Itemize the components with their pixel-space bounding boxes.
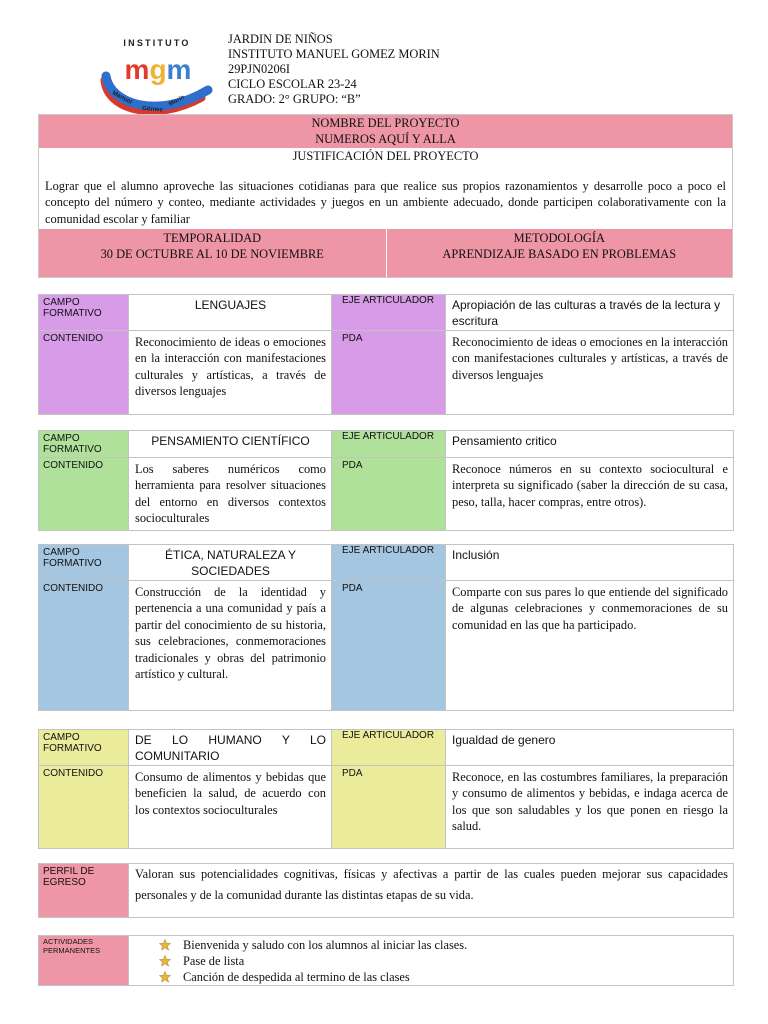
actividad-text: Bienvenida y saludo con los alumnos al iniciar las clases. [183,938,468,952]
temporalidad-value: 30 DE OCTUBRE AL 10 DE NOVIEMBRE [100,247,324,261]
list-item [159,953,733,969]
svg-text:Morín: Morín [167,93,186,108]
actividad-text: Pase de lista [183,954,245,968]
perfil-egreso-text: Valoran sus potencialidades cognitivas, físicas y afectivas a partir de las cuales pueden mejorar sus capacidades personales y de la comunidad durante las distintas etapas de su vida. [129,864,734,918]
campo-formativo-label: CAMPO FORMATIVO [39,730,129,766]
eje-value: Pensamiento critico [446,431,734,458]
actividad-text: Canción de despedida al termino de las clases [183,970,410,984]
actividades-list [159,937,733,985]
school-grade: GRADO: 2° GRUPO: “B” [228,92,361,106]
campo-name: LENGUAJES [129,295,332,331]
eje-value: Inclusión [446,545,734,581]
contenido-label: CONTENIDO [39,331,129,415]
campo-name: PENSAMIENTO CIENTÍFICO [129,431,332,458]
contenido-label: CONTENIDO [39,581,129,711]
actividades-table [38,935,734,986]
school-info [228,32,440,107]
eje-value: Apropiación de las culturas a través de la lectura y escritura [446,295,734,331]
star-bullet-icon [159,971,171,983]
perfil-egreso-label: PERFIL DE EGRESO [39,864,129,918]
school-name: INSTITUTO MANUEL GOMEZ MORIN [228,47,440,61]
contenido-text: Los saberes numéricos como herramienta para resolver situaciones del entorno en diversos contextos socioculturales [129,458,332,531]
star-bullet-icon [159,939,171,951]
eje-articulador-label: EJE ARTICULADOR [332,730,446,766]
school-type: JARDIN DE NIÑOS [228,32,333,46]
pda-label: PDA [332,331,446,415]
metodologia-value: APRENDIZAJE BASADO EN PROBLEMAS [442,247,677,261]
pda-label: PDA [332,766,446,849]
actividades-list-cell [129,936,734,986]
pda-text: Reconocimiento de ideas o emociones en la interacción con manifestaciones culturales y artísticas, a través de diversos lenguajes [446,331,734,415]
school-code: 29PJN0206I [228,62,290,76]
contenido-text: Consumo de alimentos y bebidas que beneficien la salud, de acuerdo con los contextos socioculturales [129,766,332,849]
campo-table-lenguajes [38,294,734,415]
svg-text:Gómez: Gómez [141,105,163,114]
svg-text:Manuel: Manuel [111,89,134,106]
metodologia-label: METODOLOGÍA [513,231,605,245]
perfil-egreso-table [38,863,734,918]
contenido-text: Construcción de la identidad y pertenencia a una comunidad y país a partir del conocimiento de su historia, sus celebraciones, conmemoraciones tradicionales y obras del patrimonio artístico y cultural. [129,581,332,711]
campo-name: ÉTICA, NATURALEZA Y SOCIEDADES [129,545,332,581]
logo-arc-text: INSTITUTO [123,38,191,48]
justification-section [38,147,733,230]
eje-articulador-label: EJE ARTICULADOR [332,431,446,458]
campo-formativo-label: CAMPO FORMATIVO [39,545,129,581]
logo-letters: mgm [124,54,192,85]
temporalidad-label: TEMPORALIDAD [163,231,262,245]
pda-text: Reconoce, en las costumbres familiares, la preparación y consumo de alimentos y bebidas, e indaga acerca de los que son saludables y los que ponen en riesgo la salud. [446,766,734,849]
campo-formativo-label: CAMPO FORMATIVO [39,295,129,331]
justification-title: JUSTIFICACIÓN DEL PROYECTO [292,149,479,163]
campo-table-humano [38,729,734,849]
pda-label: PDA [332,458,446,531]
project-name-band [38,114,733,148]
campo-formativo-label: CAMPO FORMATIVO [39,431,129,458]
pda-text: Reconoce números en su contexto sociocultural e interpreta su significado (saber la dirección de su casa, peso, talla, hacer compras, entre otros). [446,458,734,531]
pda-label: PDA [332,581,446,711]
justification-text: Lograr que el alumno aproveche las situaciones cotidianas para que realice sus propios razonamientos y desarrolle poco a poco el concepto del número y conteo, mediante actividades y juegos en un ambiente adecuado, donde participen colaborativamente con la comunidad escolar y familiar [45,179,726,226]
contenido-text: Reconocimiento de ideas o emociones en la interacción con manifestaciones culturales y artísticas, a través de diversos lenguajes [129,331,332,415]
list-item [159,969,733,985]
institute-logo [98,36,216,120]
contenido-label: CONTENIDO [39,766,129,849]
eje-articulador-label: EJE ARTICULADOR [332,545,446,581]
eje-value: Igualdad de genero [446,730,734,766]
campo-name: DE LO HUMANO Y LO COMUNITARIO [129,730,332,766]
star-bullet-icon [159,955,171,967]
pda-text: Comparte con sus pares lo que entiende del significado de algunas celebraciones y conmemoraciones de su comunidad en las que ha participado. [446,581,734,711]
metodologia-cell [386,229,733,277]
campo-table-etica [38,544,734,711]
project-name: NUMEROS AQUÍ Y ALLA [315,131,456,146]
temporalidad-cell [39,229,386,277]
actividades-label: ACTIVIDADES PERMANENTES [39,936,129,986]
contenido-label: CONTENIDO [39,458,129,531]
temporalidad-metodologia-band [38,229,733,278]
school-cycle: CICLO ESCOLAR 23-24 [228,77,357,91]
project-name-label: NOMBRE DEL PROYECTO [311,116,460,130]
campo-table-pensamiento [38,430,734,531]
list-item [159,937,733,953]
eje-articulador-label: EJE ARTICULADOR [332,295,446,331]
